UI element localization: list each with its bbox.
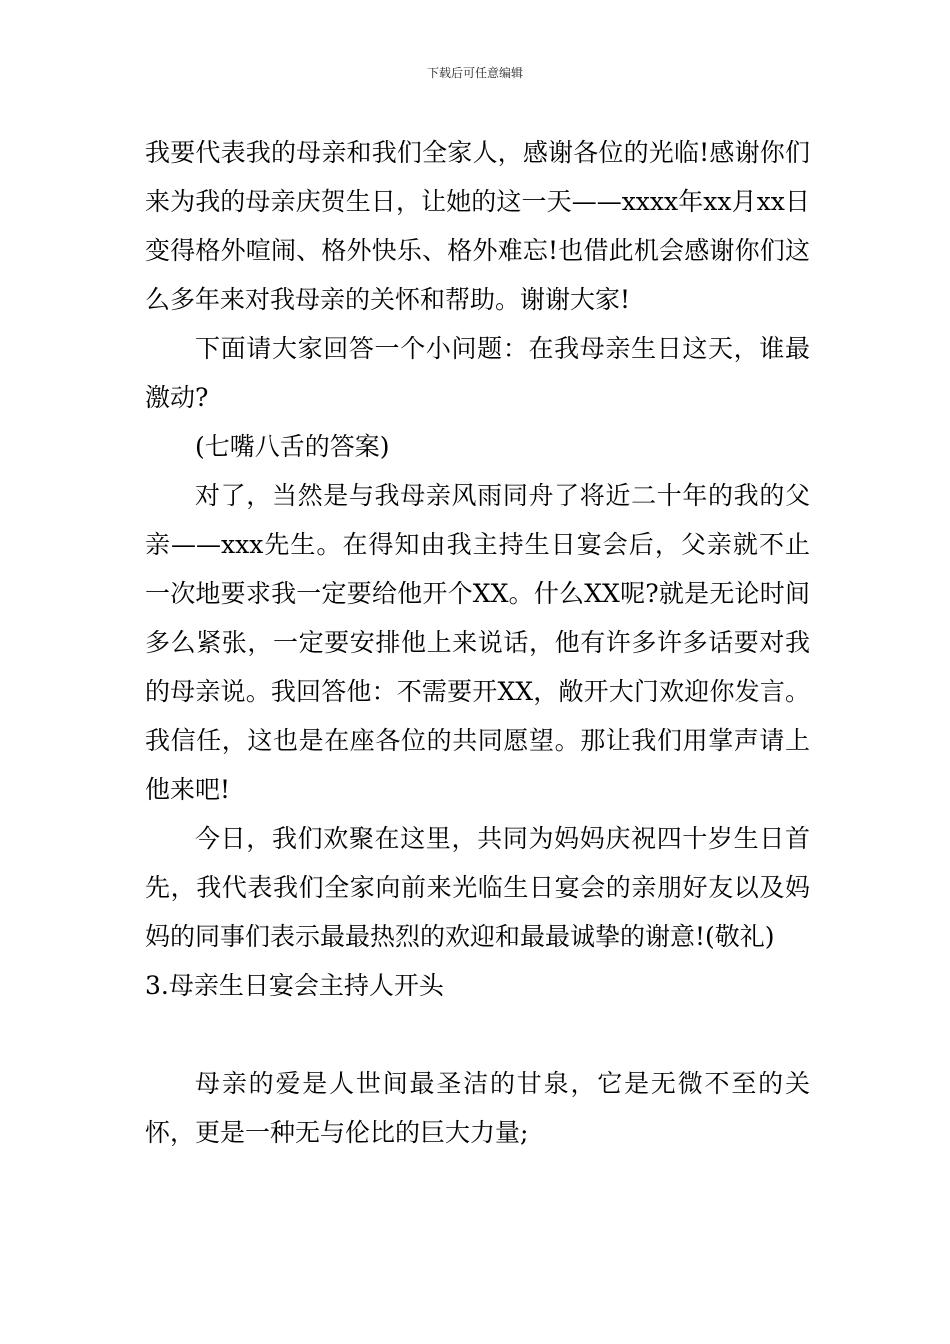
paragraph-thanks: 我要代表我的母亲和我们全家人，感谢各位的光临!感谢你们来为我的母亲庆贺生日，让她的这一天——xxxx年xx月xx日变得格外喧闹、格外快乐、格外难忘!也借此机会感谢你们这么多年来对我母亲的关怀和帮助。谢谢大家! [145, 138, 810, 314]
section-heading: 3.母亲生日宴会主持人开头 [145, 971, 444, 1000]
paragraph-answers: (七嘴八舌的答案) [195, 432, 390, 461]
paragraph-today: 今日，我们欢聚在这里，共同为妈妈庆祝四十岁生日首先，我代表我们全家向前来光临生日宴会的亲朋好友以及妈妈的同事们表示最最热烈的欢迎和最最诚挚的谢意!(敬礼) [145, 824, 810, 951]
paragraph-question: 下面请大家回答一个小问题：在我母亲生日这天，谁最激动? [145, 334, 810, 412]
paragraph-father: 对了，当然是与我母亲风雨同舟了将近二十年的我的父亲——xxx先生。在得知由我主持生日宴会后，父亲就不止一次地要求我一定要给他开个XX。什么XX呢?就是无论时间多么紧张，一定要安排他上来说话，他有许多许多话要对我的母亲说。我回答他：不需要开XX，敞开大门欢迎你发言。我信任，这也是在座各位的共同愿望。那让我们用掌声请上他来吧! [145, 481, 810, 804]
document-body [145, 128, 810, 1157]
blank-line [145, 1010, 810, 1059]
page-header: 下载后可任意编辑 [426, 66, 523, 80]
paragraph-mother-love: 母亲的爱是人世间最圣洁的甘泉，它是无微不至的关怀，更是一种无与伦比的巨大力量; [145, 1069, 810, 1147]
